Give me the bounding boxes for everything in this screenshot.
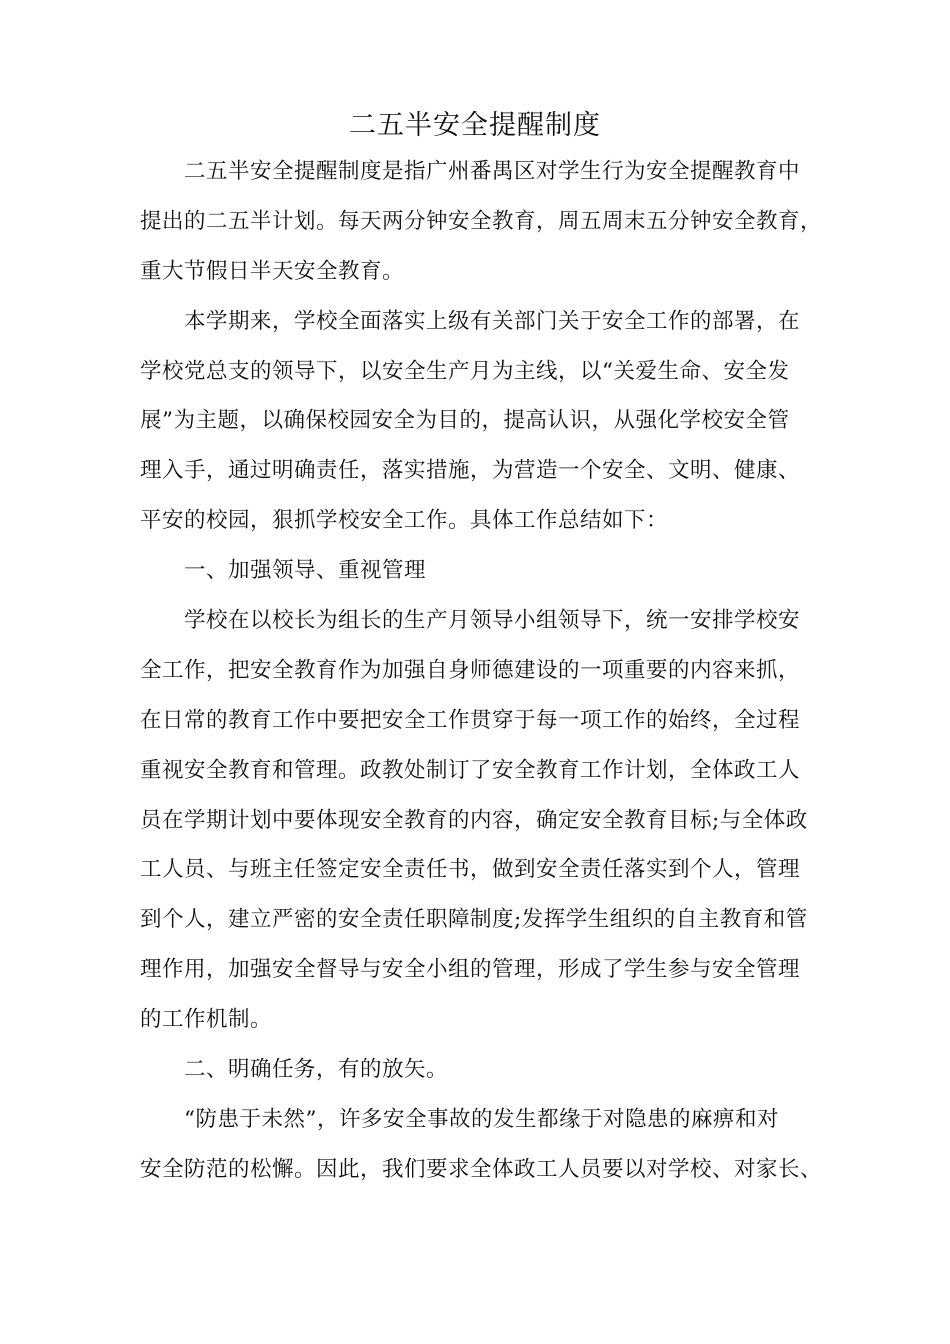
text-line: 平安的校园，狠抓学校安全工作。具体工作总结如下： [140, 508, 669, 533]
text-line: 学校在以校长为组长的生产月领导小组领导下，统一安排学校安 [184, 608, 801, 633]
text-line: 到个人，建立严密的安全责任职障制度;发挥学生组织的自主教育和管 [140, 907, 808, 932]
text-line: 重大节假日半天安全教育。 [140, 259, 405, 284]
text-line: “防患于未然”，许多安全事故的发生都缘于对隐患的麻痹和对 [184, 1107, 779, 1132]
text-line: 本学期来，学校全面落实上级有关部门关于安全工作的部署，在 [184, 309, 801, 334]
text-line: 学校党总支的领导下，以安全生产月为主线，以“关爱生命、安全发 [140, 359, 790, 384]
text-line: 重视安全教育和管理。政教处制订了安全教育工作计划，全体政工人 [140, 758, 801, 783]
text-line: 员在学期计划中要体现安全教育的内容，确定安全教育目标;与全体政 [140, 808, 808, 833]
text-line: 全工作，把安全教育作为加强自身师德建设的一项重要的内容来抓， [140, 658, 801, 683]
text-line: 工人员、与班主任签定安全责任书，做到安全责任落实到个人，管理 [140, 857, 801, 882]
section-heading: 一、加强领导、重视管理 [184, 558, 427, 583]
section-heading: 二、明确任务，有的放矢。 [184, 1057, 449, 1082]
text-line: 二五半安全提醒制度是指广州番禺区对学生行为安全提醒教育中 [184, 159, 801, 184]
text-line: 安全防范的松懈。因此，我们要求全体政工人员要以对学校、对家长、 [140, 1157, 823, 1182]
text-line: 理入手，通过明确责任，落实措施，为营造一个安全、文明、健康、 [140, 458, 801, 483]
text-line: 展”为主题，以确保校园安全为目的，提高认识，从强化学校安全管 [140, 408, 790, 433]
text-line: 的工作机制。 [140, 1007, 273, 1032]
text-line: 提出的二五半计划。每天两分钟安全教育，周五周末五分钟安全教育， [140, 209, 823, 234]
text-line: 理作用，加强安全督导与安全小组的管理，形成了学生参与安全管理 [140, 957, 801, 982]
text-line: 在日常的教育工作中要把安全工作贯穿于每一项工作的始终，全过程 [140, 708, 801, 733]
document-title: 二五半安全提醒制度 [349, 110, 601, 141]
